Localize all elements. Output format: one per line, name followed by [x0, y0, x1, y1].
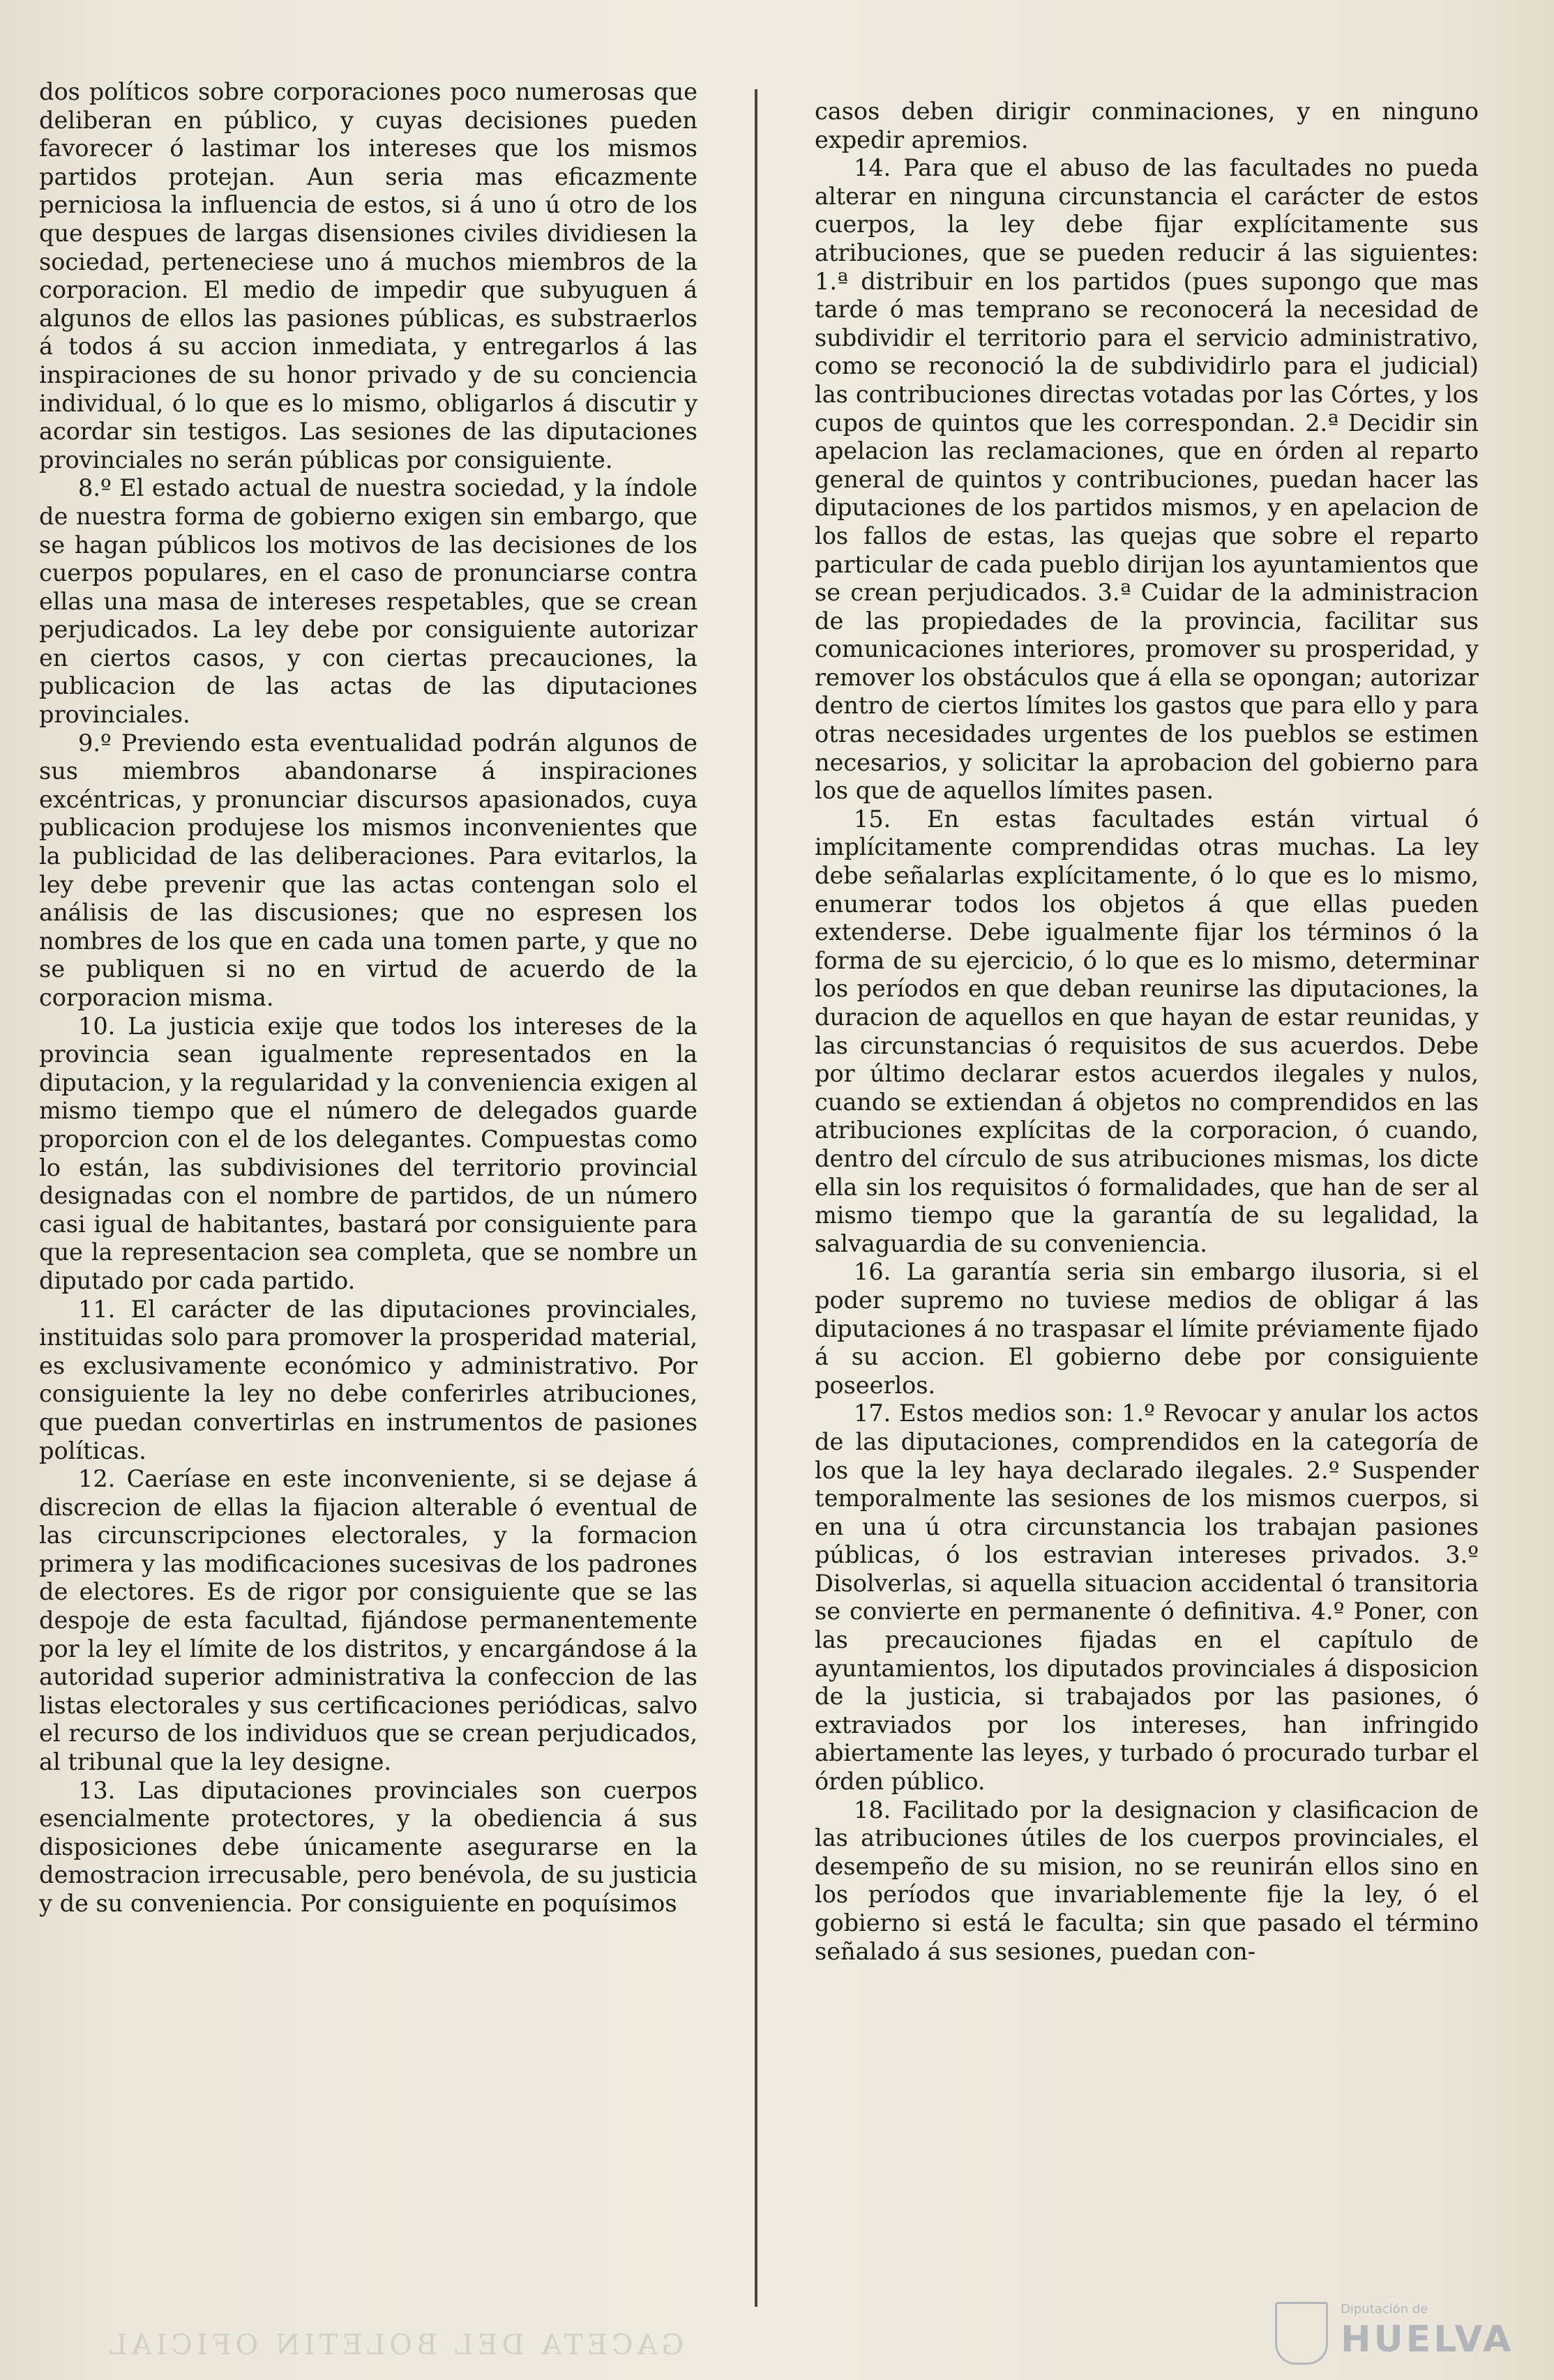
- watermark-subtitle: Diputación de: [1341, 2302, 1428, 2317]
- column-divider: [755, 89, 757, 2307]
- paragraph: 16. La garantía seria sin embargo ilusoria, si el poder supremo no tuviese medios de obligar á las diputaciones á no traspasar el límite préviamente fijado á su accion. El gobierno debe por consiguiente poseerlos.: [815, 1258, 1479, 1399]
- left-column: [39, 78, 697, 2337]
- paragraph: 8.º El estado actual de nuestra sociedad, y la índole de nuestra forma de gobierno exigen sin embargo, que se hagan públicos los motivos de las decisiones de los cuerpos populares, en el caso de pronunciarse contra ellas una masa de intereses respetables, que se crean perjudicados. La ley debe por consiguiente autorizar en ciertos casos, y con ciertas precauciones, la publicacion de las actas de las diputaciones provinciales.: [39, 474, 697, 729]
- paragraph: 13. Las diputaciones provinciales son cuerpos esencialmente protectores, y la obediencia á sus disposiciones debe únicamente asegurarse en la demostracion irrecusable, pero benévola, de su justicia y de su conveniencia. Por consiguiente en poquísimos: [39, 1776, 697, 1917]
- paragraph: casos deben dirigir conminaciones, y en ninguno expedir apremios.: [815, 98, 1479, 153]
- paragraph: 11. El carácter de las diputaciones provinciales, instituidas solo para promover la prosperidad material, es exclusivamente económico y administrativo. Por consiguiente la ley no debe conferirles atribuciones, que puedan convertirlas en instrumentos de pasiones políticas.: [39, 1295, 697, 1464]
- paragraph: 18. Facilitado por la designacion y clasificacion de las atribuciones útiles de los cuerpos provinciales, el desempeño de su mision, no se reunirán ellos sino en los períodos que invariablemente fije la ley, ó el gobierno si está le faculta; sin que pasado el término señalado á sus sesiones, puedan con-: [815, 1796, 1479, 1965]
- archive-watermark: [1275, 2298, 1526, 2367]
- paragraph: 10. La justicia exije que todos los intereses de la provincia sean igualmente representados en la diputacion, y la regularidad y la conveniencia exigen al mismo tiempo que el número de delegados guarde proporcion con el de los delegantes. Compuestas como lo están, las subdivisiones del territorio provincial designadas con el nombre de partidos, de un número casi igual de habitantes, bastará por consiguiente para que la representacion sea completa, que se nombre un diputado por cada partido.: [39, 1012, 697, 1294]
- paragraph: 12. Caeríase en este inconveniente, si se dejase á discrecion de ellas la fijacion alterable ó eventual de las circunscripciones electorales, y la formacion primera y las modificaciones sucesivas de los padrones de electores. Es de rigor por consiguiente que se las despoje de esta facultad, fijándose permanentemente por la ley el límite de los distritos, y encargándose á la autoridad superior administrativa la confeccion de las listas electorales y sus certificaciones periódicas, salvo el recurso de los individuos que se crean perjudicados, al tribunal que la ley designe.: [39, 1465, 697, 1776]
- paragraph: 15. En estas facultades están virtual ó implícitamente comprendidas otras muchas. La ley debe señalarlas explícitamente, ó lo que es lo mismo, enumerar todos los objetos á que ellas pueden extenderse. Debe igualmente fijar los términos ó la forma de su ejercicio, ó lo que es lo mismo, determinar los períodos en que deban reunirse las diputaciones, la duracion de aquellos en que hayan de estar reunidas, y las circunstancias ó requisitos de sus acuerdos. Debe por último declarar estos acuerdos ilegales y nulos, cuando se extiendan á objetos no comprendidos en las atribuciones explícitas de la corporacion, ó cuando, dentro del círculo de sus atribuciones mismas, los dicte ella sin los requisitos ó formalidades, que han de ser al mismo tiempo que la garantía de su legalidad, la salvaguardia de su conveniencia.: [815, 805, 1479, 1257]
- paragraph: 17. Estos medios son: 1.º Revocar y anular los actos de las diputaciones, comprendidos en la categoría de los que la ley haya declarado ilegales. 2.º Suspender temporalmente las sesiones de los mismos cuerpos, si en una ú otra circunstancia los trabajan pasiones públicas, ó los estravian intereses privados. 3.º Disolverlas, si aquella situacion accidental ó transitoria se convierte en permanente ó definitiva. 4.º Poner, con las precauciones fijadas en el capítulo de ayuntamientos, los diputados provinciales á disposicion de la justicia, si trabajados por las pasiones, ó extraviados por los intereses, han infringido abiertamente las leyes, y turbado ó procurado turbar el órden público.: [815, 1400, 1479, 1796]
- right-column: [815, 98, 1479, 2357]
- watermark-name: HUELVA: [1341, 2319, 1514, 2360]
- paragraph: dos políticos sobre corporaciones poco numerosas que deliberan en público, y cuyas decisiones pueden favorecer ó lastimar los intereses que los mismos partidos protejan. Aun seria mas eficazmente perniciosa la influencia de estos, si á uno ú otro de los que despues de largas disensiones civiles dividiesen la sociedad, perteneciese uno á muchos miembros de la corporacion. El medio de impedir que subyuguen á algunos de ellos las pasiones públicas, es substraerlos á todos á su accion inmediata, y entregarlos á las inspiraciones de su honor privado y de su conciencia individual, ó lo que es lo mismo, obligarlos á discutir y acordar sin testigos. Las sesiones de las diputaciones provinciales no serán públicas por consiguiente.: [39, 78, 697, 473]
- paragraph: 9.º Previendo esta eventualidad podrán algunos de sus miembros abandonarse á inspiraciones excéntricas, y pronunciar discursos apasionados, cuya publicacion produjese los mismos inconvenientes que la publicidad de las deliberaciones. Para evitarlos, la ley debe prevenir que las actas contengan solo el análisis de las discusiones; que no espresen los nombres de los que en cada una tomen parte, y que no se publiquen si no en virtud de acuerdo de la corporacion misma.: [39, 729, 697, 1011]
- paragraph: 14. Para que el abuso de las facultades no pueda alterar en ninguna circunstancia el carácter de estos cuerpos, la ley debe fijar explícitamente sus atribuciones, que se pueden reducir á las siguientes: 1.ª distribuir en los partidos (pues supongo que mas tarde ó mas temprano se reconocerá la necesidad de subdividir el territorio para el servicio administrativo, como se reconoció la de subdividirlo para el judicial) las contribuciones directas votadas por las Córtes, y los cupos de quintos que les correspondan. 2.ª Decidir sin apelacion las reclamaciones, que en órden al reparto general de quintos y contribuciones, puedan hacer las diputaciones de los partidos mismos, y en apelacion de los fallos de estas, las quejas que sobre el reparto particular de cada pueblo dirijan los ayuntamientos que se crean perjudicados. 3.ª Cuidar de la administracion de las propiedades de la provincia, facilitar sus comunicaciones interiores, promover su prosperidad, y remover los obstáculos que á ella se opongan; autorizar dentro de ciertos límites los gastos que para ello y para otras necesidades urgentes de los pueblos se estimen necesarios, y solicitar la aprobacion del gobierno para los que de aquellos límites pasen.: [815, 154, 1479, 805]
- shield-icon: [1275, 2302, 1328, 2365]
- bleed-through-text: GACETA DEL BOLETIN OFICIAL: [105, 2329, 684, 2361]
